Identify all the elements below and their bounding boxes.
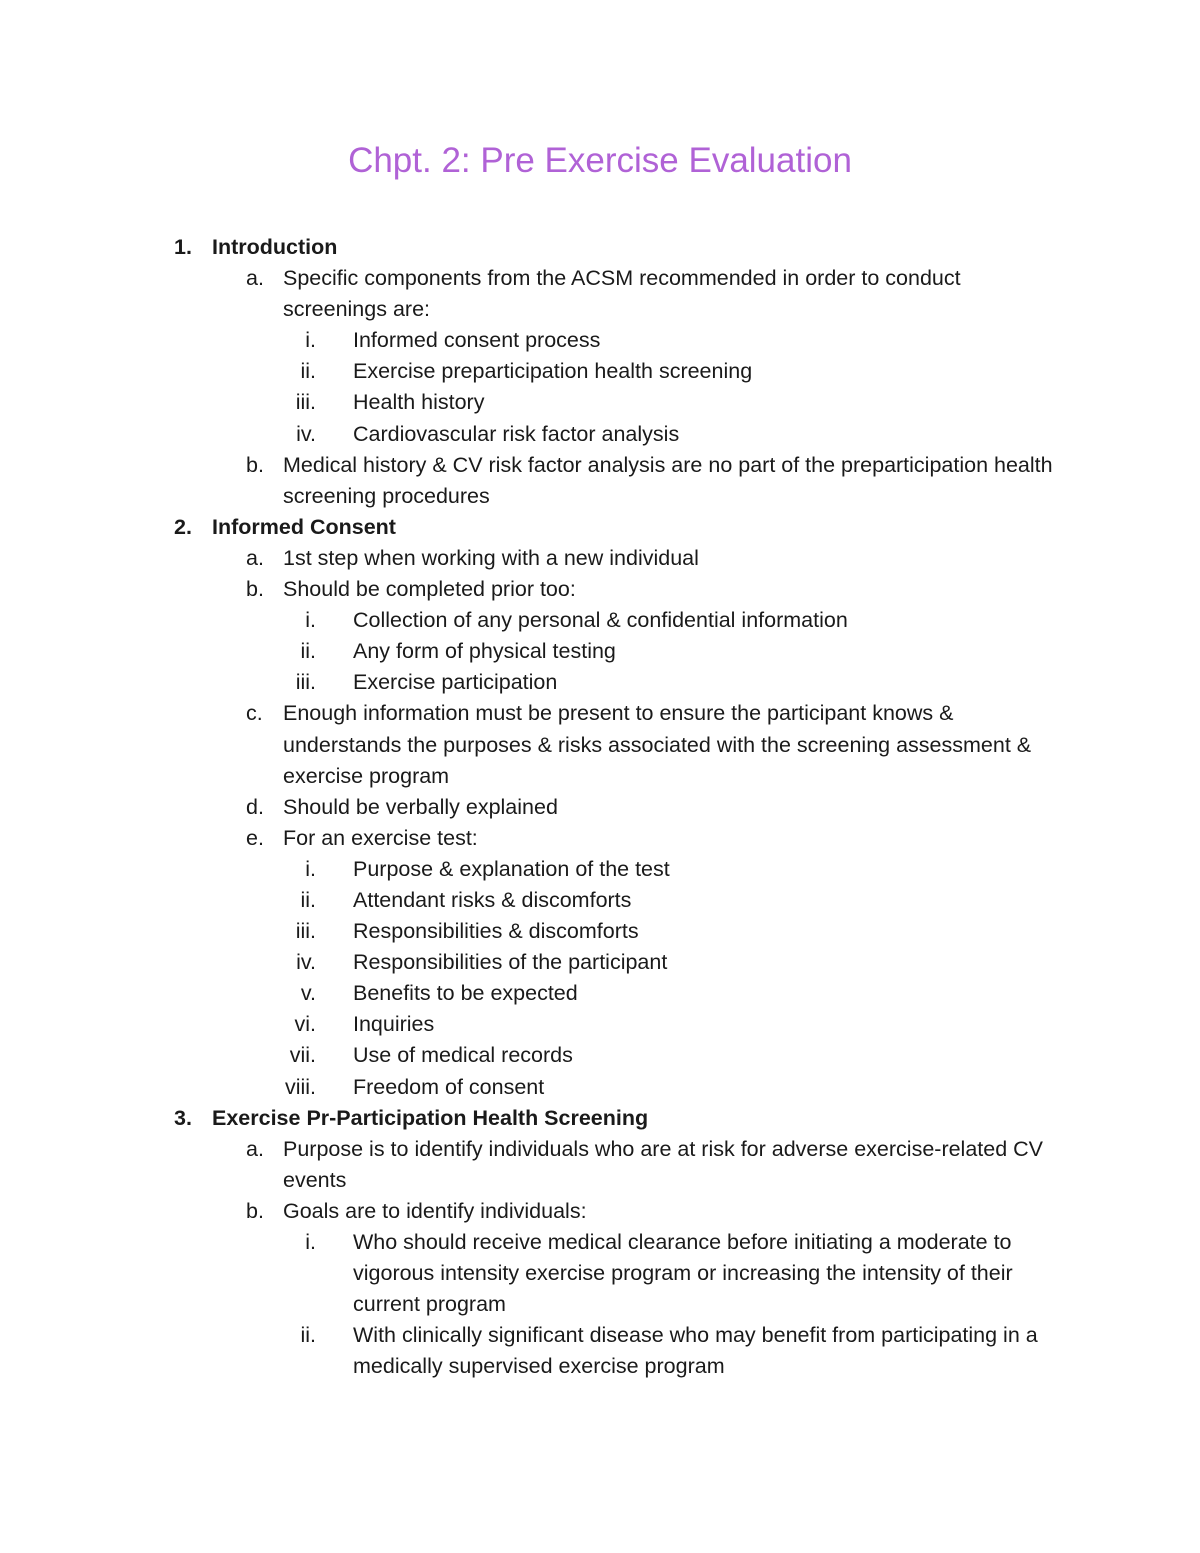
section-marker: 1. <box>174 235 192 259</box>
subitem-text: Informed consent process <box>353 328 601 353</box>
sub-list-item <box>0 854 1200 885</box>
section-heading: Exercise Pr-Participation Health Screening <box>212 1105 649 1130</box>
subitem-marker: i. <box>305 608 316 633</box>
subitem-text: Exercise preparticipation health screening <box>353 359 753 384</box>
item-marker: d. <box>246 794 264 819</box>
item-marker: c. <box>246 701 263 726</box>
item-marker: a. <box>246 266 264 291</box>
sub-list-item <box>0 1072 1200 1103</box>
item-marker: b. <box>246 577 264 602</box>
subitem-text: Benefits to be expected <box>353 981 578 1006</box>
subitem-marker: ii. <box>300 639 316 664</box>
section-marker: 3. <box>174 1105 192 1130</box>
section-health-screening <box>0 1103 1200 1134</box>
sub-list-item <box>0 947 1200 978</box>
sub-list-item <box>0 419 1200 450</box>
sub-list-item <box>0 636 1200 667</box>
sub-list-item <box>0 325 1200 356</box>
list-item <box>0 823 1200 854</box>
item-text: Purpose is to identify individuals who are at risk for adverse exercise-related CV events <box>283 1136 1044 1192</box>
sub-list-item <box>0 885 1200 916</box>
outline <box>0 232 1200 1382</box>
item-text: Should be completed prior too: <box>283 577 576 602</box>
section-heading: Informed Consent <box>212 514 396 539</box>
section-marker: 2. <box>174 514 192 539</box>
sub-list-item <box>0 356 1200 387</box>
item-marker: e. <box>246 825 264 850</box>
subitem-text: Any form of physical testing <box>353 639 616 664</box>
subitem-text: Collection of any personal & confidential information <box>353 608 848 633</box>
subitem-text: With clinically significant disease who may benefit from participating in a medically supervised exercise program <box>353 1323 1038 1379</box>
subitem-marker: ii. <box>300 887 316 912</box>
subitem-text: Exercise participation <box>353 670 558 695</box>
section-introduction <box>0 232 1200 263</box>
item-text: Specific components from the ACSM recommended in order to conduct screenings are: <box>283 266 961 322</box>
sub-list-item <box>0 916 1200 947</box>
item-marker: b. <box>246 1198 264 1223</box>
subitem-marker: ii. <box>300 1323 316 1348</box>
subitem-text: Inquiries <box>353 1012 435 1037</box>
item-text: Medical history & CV risk factor analysis are no part of the preparticipation health screening procedures <box>283 452 1053 508</box>
item-marker: a. <box>246 1136 264 1161</box>
list-item <box>0 1196 1200 1227</box>
list-item <box>0 574 1200 605</box>
sub-list-item <box>0 667 1200 698</box>
subitem-marker: vi. <box>294 1012 316 1037</box>
subitem-text: Responsibilities of the participant <box>353 950 668 975</box>
sub-list-item <box>0 387 1200 418</box>
list-item <box>0 1134 1200 1196</box>
subitem-marker: iii. <box>295 390 316 415</box>
item-marker: a. <box>246 545 264 570</box>
document-title: Chpt. 2: Pre Exercise Evaluation <box>348 141 852 180</box>
sub-list-item <box>0 978 1200 1009</box>
item-text: Goals are to identify individuals: <box>283 1198 587 1223</box>
sub-list-item <box>0 1040 1200 1071</box>
list-item <box>0 698 1200 791</box>
item-text: For an exercise test: <box>283 825 478 850</box>
item-marker: b. <box>246 452 264 477</box>
list-item <box>0 263 1200 325</box>
sub-list-item <box>0 1009 1200 1040</box>
subitem-text: Attendant risks & discomforts <box>353 887 632 912</box>
sub-list-item <box>0 605 1200 636</box>
subitem-marker: i. <box>305 1230 316 1254</box>
section-heading: Introduction <box>212 235 338 259</box>
subitem-text: Cardiovascular risk factor analysis <box>353 421 680 446</box>
list-item <box>0 450 1200 512</box>
item-text: Enough information must be present to ensure the participant knows & understands the purposes & risks associated with the screening assessment & exercise program <box>283 701 1032 788</box>
subitem-text: Who should receive medical clearance before initiating a moderate to vigorous intensity exercise program or increasing the intensity of their current program <box>353 1230 1013 1317</box>
list-item <box>0 543 1200 574</box>
subitem-marker: i. <box>305 856 316 881</box>
subitem-marker: vii. <box>289 1043 316 1068</box>
subitem-marker: viii. <box>284 1074 316 1099</box>
sub-list-item <box>0 1227 1200 1320</box>
list-item <box>0 792 1200 823</box>
subitem-marker: iv. <box>296 421 316 446</box>
item-text: Should be verbally explained <box>283 794 558 819</box>
subitem-marker: iii. <box>295 670 316 695</box>
subitem-marker: i. <box>305 328 316 353</box>
subitem-text: Responsibilities & discomforts <box>353 919 639 944</box>
subitem-text: Freedom of consent <box>353 1074 545 1099</box>
subitem-marker: iv. <box>296 950 316 975</box>
subitem-marker: ii. <box>300 359 316 384</box>
section-informed-consent <box>0 512 1200 543</box>
sub-list-item <box>0 1320 1200 1382</box>
subitem-marker: iii. <box>295 919 316 944</box>
subitem-text: Purpose & explanation of the test <box>353 856 670 881</box>
subitem-text: Health history <box>353 390 485 415</box>
subitem-marker: v. <box>300 981 316 1006</box>
subitem-text: Use of medical records <box>353 1043 573 1068</box>
item-text: 1st step when working with a new individual <box>283 545 699 570</box>
